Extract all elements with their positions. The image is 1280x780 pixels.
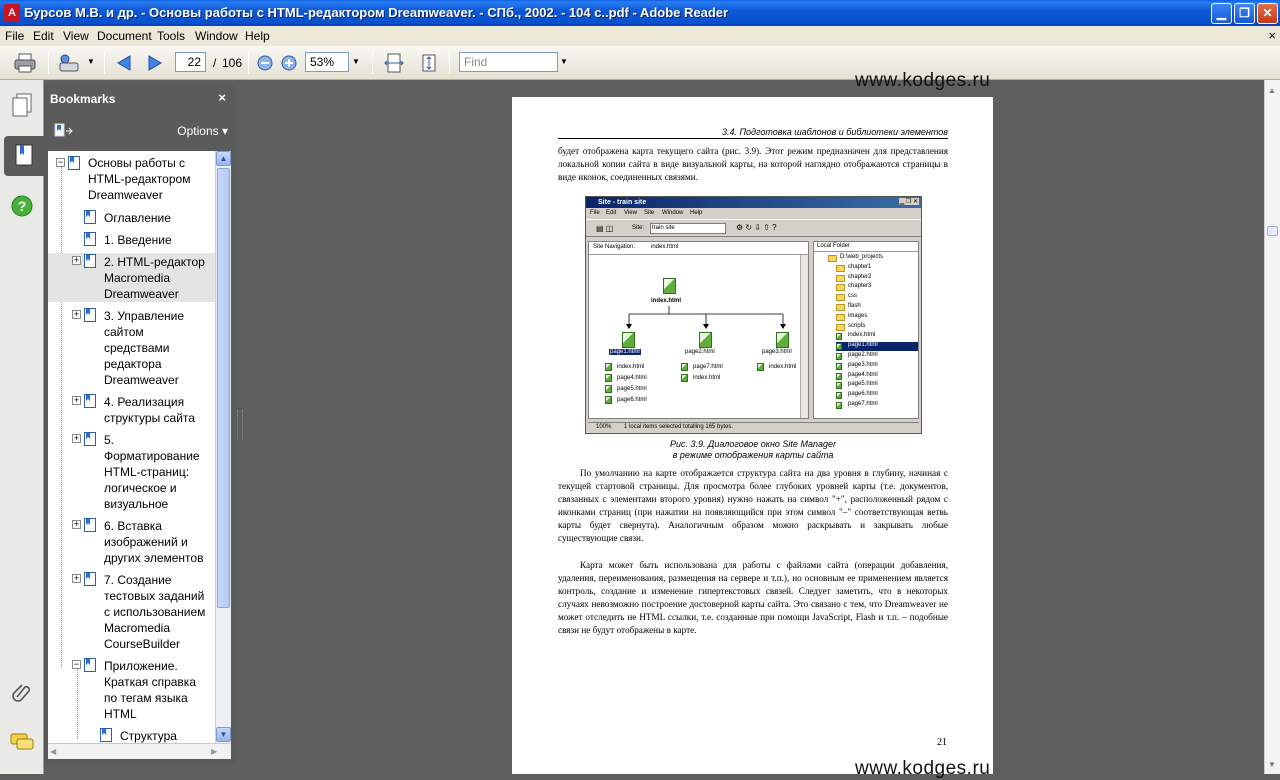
bookmark-item[interactable] [48, 657, 215, 723]
folder-tree-row [836, 332, 918, 341]
folder-tree-row [836, 381, 918, 390]
html-file-icon [836, 343, 842, 350]
folder-tree-row [836, 391, 918, 400]
folder-tree-row [836, 323, 918, 332]
bookmark-label: 2. HTML-редактор Macromedia Dreamweaver [104, 255, 205, 301]
child-node: page7.html [693, 364, 723, 370]
child-node: index.html [617, 364, 645, 370]
expand-icon[interactable]: + [73, 395, 80, 405]
level1-node: page2.html [685, 349, 715, 355]
figure-caption-line1: Рис. 3.9. Диалоговое окно Site Manager [670, 439, 836, 449]
folder-tree-label: scripts [848, 322, 866, 329]
figure-tool-icons: ▤ ◫ [596, 224, 614, 233]
paragraph-1: будет отображена карта текущего сайта (рис. 3.9). Этот режим предназначен для представления локальной копии сайта в виде визуальной карты, на которой наглядно отображаются страницы в виде иконок, соединенных связями. [558, 146, 948, 183]
root-node-label: index.html [651, 298, 682, 304]
expand-icon[interactable]: + [73, 519, 80, 529]
figure-map-scrollbar [800, 255, 808, 418]
site-manager-figure [585, 196, 922, 434]
root-page-icon [663, 278, 676, 294]
print-icon[interactable] [14, 52, 36, 74]
menu-window[interactable]: Window [195, 29, 238, 43]
expand-icon[interactable]: + [73, 573, 80, 583]
folder-tree-label: page1.html [848, 342, 878, 349]
child-page-icon [605, 363, 612, 371]
bookmark-item-selected[interactable] [48, 253, 215, 302]
paragraph-2: По умолчанию на карте отображается структура сайта на два уровня в глубину, начиная с текущей стартовой страницы. Для просмотра более глубоких уровней карты (т.е. документов, связанных с элементами второго уровня) нужно нажать на символ "+", расположенный рядом с иконками страниц (при нажатии на появляющийся при этом символ "–" соответствующая ветвь карты будет свернута). Аналогичным образом можно раскрывать и закрывать любые существующие связи. [558, 468, 948, 544]
folder-tree-label: chapter1 [848, 263, 872, 270]
running-head: 3.4. Подготовка шаблонов и библиотеки элементов [558, 127, 948, 139]
bookmark-icon [84, 394, 96, 408]
bookmark-label: 5. Форматирование HTML-страниц: логическое и визуальное [104, 433, 200, 511]
folder-tree-label: chapter3 [848, 283, 872, 290]
folder-tree-label: page6.html [848, 391, 878, 398]
bookmark-item[interactable] [48, 431, 215, 513]
child-node: index.html [769, 364, 797, 370]
html-file-icon [836, 373, 842, 380]
folder-tree-label: page4.html [848, 371, 878, 378]
bookmark-icon [84, 232, 96, 246]
folder-icon [828, 255, 837, 262]
previous-page-icon[interactable] [113, 52, 135, 74]
page-total: 106 [222, 56, 243, 70]
bookmarks-vertical-scrollbar[interactable] [215, 151, 231, 743]
folder-tree-row [828, 254, 918, 263]
menu-tools[interactable]: Tools [157, 29, 186, 43]
bookmark-label: Основы работы с HTML-редактором Dreamweaver [88, 156, 191, 202]
paragraph-3: Карта может быть использована для работы с файлами сайта (операции добавления, удаления, переименования, размещения на сервере и т.п.), но основным ее применением является контроль, создание и изменение гипертекстовых связей. Следует заметить, что в некоторых случаях невозможно построение достоверной карты сайта. Это связано с тем, что Dreamweaver не может отследить не HTML ссылки, т.е. созданные при помощи JavaScript, Flash и т.п. – подобные связи не будут отображены в карте. [558, 560, 948, 636]
scroll-up-icon[interactable]: ▲ [1268, 86, 1276, 95]
title-bar [0, 0, 1280, 26]
figure-status-text: 1 local items selected totalling 165 bytes. [624, 424, 734, 430]
next-page-icon[interactable] [144, 52, 166, 74]
bookmark-item[interactable] [48, 393, 215, 427]
expand-bookmark-icon[interactable] [54, 123, 74, 139]
bookmark-item[interactable] [48, 727, 215, 743]
figure-title: Site - train site [598, 199, 647, 206]
folder-icon [836, 304, 845, 311]
bookmark-label: Структура [120, 729, 177, 743]
collaborate-icon[interactable] [58, 52, 80, 74]
page3-icon [776, 332, 789, 348]
document-close-icon[interactable]: × [1268, 28, 1276, 43]
bookmark-icon [84, 308, 96, 322]
bookmark-item[interactable] [48, 517, 215, 567]
html-file-icon [836, 392, 842, 399]
document-view [237, 70, 1264, 779]
folder-icon [836, 294, 845, 301]
bookmark-label: Оглавление [104, 211, 171, 225]
pages-icon[interactable] [4, 86, 40, 126]
folder-tree-row [836, 274, 918, 283]
collapse-icon[interactable]: − [73, 659, 80, 669]
bookmarks-icon[interactable] [4, 136, 44, 176]
options-label: Options [177, 124, 219, 138]
folder-icon [836, 265, 845, 272]
bookmark-icon [84, 432, 96, 446]
figure-navigation-file: index.html [651, 244, 679, 250]
bookmark-icon [68, 156, 80, 170]
collaborate-dropdown-icon[interactable]: ▼ [87, 57, 95, 66]
level1-node: page3.html [762, 349, 792, 355]
menu-help[interactable]: Help [245, 29, 270, 43]
folder-tree-row [836, 352, 918, 361]
figure-menu-item: Window [662, 210, 684, 216]
scroll-down-icon[interactable]: ▼ [1268, 760, 1276, 769]
folder-tree-row [836, 372, 918, 381]
toolbar [0, 46, 1280, 80]
folder-tree-row [836, 313, 918, 322]
zoom-level-input[interactable]: 53% [305, 52, 349, 72]
figure-local-folder-pane [813, 241, 919, 419]
figure-window-buttons-icon: ▁ ❐ ✕ [899, 199, 918, 205]
folder-icon [836, 314, 845, 321]
child-node: page6.html [617, 397, 647, 403]
bookmark-label: 1. Введение [104, 233, 172, 247]
menu-document[interactable]: Document [97, 29, 152, 43]
bookmarks-horizontal-scrollbar[interactable] [48, 743, 231, 759]
folder-tree-row [836, 362, 918, 371]
folder-tree-row [836, 264, 918, 273]
html-file-icon [836, 402, 842, 409]
bookmark-tree [48, 151, 215, 743]
expand-icon[interactable]: + [73, 255, 80, 265]
figure-menu-item: Site [644, 210, 655, 216]
folder-tree-label: chapter2 [848, 273, 872, 280]
figure-action-icons: ⚙ ↻ ⇩ ⇧ ? [736, 223, 777, 232]
html-file-icon [836, 333, 842, 340]
attachments-icon[interactable] [4, 672, 40, 712]
folder-tree-label: page7.html [848, 401, 878, 407]
find-input[interactable]: Find [459, 52, 558, 72]
figure-local-folder-label: Local Folder [817, 243, 851, 249]
page-number-input[interactable]: 22 [175, 52, 206, 72]
menu-file[interactable]: File [5, 29, 25, 43]
scroll-thumb[interactable] [1267, 226, 1278, 236]
folder-tree-label: images [848, 312, 868, 319]
bookmark-label: Приложение. Краткая справка по тегам языка HTML [104, 659, 196, 721]
child-node: index.html [693, 375, 721, 381]
level1-node: page1.html [610, 349, 640, 355]
figure-menu-item: Edit [606, 210, 617, 216]
svg-text:?: ? [17, 198, 27, 214]
bookmark-item[interactable] [48, 307, 215, 389]
scroll-right-icon[interactable]: ▶ [211, 747, 218, 756]
child-page-icon [757, 363, 764, 371]
bookmark-item[interactable] [48, 571, 215, 653]
menu-bar [0, 26, 1280, 46]
figure-status-zoom: 100% [596, 424, 612, 430]
child-page-icon [605, 396, 612, 404]
child-page-icon [605, 385, 612, 393]
menu-edit[interactable]: Edit [33, 29, 54, 43]
child-page-icon [681, 363, 688, 371]
bookmark-item[interactable] [48, 231, 215, 249]
bookmark-label: 7. Создание тестовых заданий с использованием Macromedia CourseBuilder [104, 573, 206, 651]
collapse-icon[interactable]: − [57, 157, 64, 167]
scroll-left-icon[interactable]: ◀ [50, 747, 57, 756]
folder-tree-row [836, 401, 918, 410]
folder-tree-row [836, 283, 918, 292]
folder-tree-label: index.html [848, 332, 876, 339]
page2-icon [699, 332, 712, 348]
bookmark-icon [84, 658, 96, 672]
figure-menu-item: Help [690, 210, 703, 216]
figure-status-bar [588, 422, 919, 432]
folder-tree-label: D:\web_projects [840, 254, 884, 260]
folder-tree-row [836, 293, 918, 302]
child-node: page4.html [617, 375, 647, 381]
bookmark-label: 3. Управление сайтом средствами редактора Dreamweaver [104, 309, 185, 387]
pane-splitter[interactable] [237, 410, 243, 440]
folder-tree-label: page3.html [848, 361, 878, 368]
zoom-dropdown-icon[interactable]: ▼ [352, 57, 360, 66]
menu-view[interactable]: View [63, 29, 89, 43]
scroll-up-icon[interactable]: ▲ [216, 151, 231, 166]
window-title: Бурсов М.В. и др. - Основы работы с HTML-редактором Dreamweaver. - СПб., 2002. - 104 с..pdf - Adobe Reader [24, 5, 729, 20]
bookmark-item[interactable] [48, 155, 215, 205]
find-dropdown-icon[interactable]: ▼ [560, 57, 568, 66]
figure-site-select: train site [650, 223, 726, 234]
page1-icon [622, 332, 635, 348]
bookmark-item[interactable] [48, 209, 215, 227]
scroll-thumb[interactable] [217, 168, 230, 608]
expand-icon[interactable]: + [73, 309, 80, 319]
child-page-icon [605, 374, 612, 382]
figure-navigation-label: Site Navigation: [593, 244, 636, 250]
figure-caption-line2: в режиме отображения карты сайта [672, 450, 834, 460]
maximize-button[interactable]: ❐ [1234, 3, 1255, 24]
bookmarks-options-menu[interactable]: Options ▾ [177, 124, 228, 138]
fit-page-icon[interactable] [418, 52, 440, 74]
bookmark-icon [100, 728, 112, 742]
child-page-icon [681, 374, 688, 382]
folder-icon [836, 284, 845, 291]
document-vertical-scrollbar[interactable] [1264, 80, 1280, 774]
figure-toolbar [586, 219, 921, 237]
figure-site-label: Site: [632, 225, 645, 231]
minimize-button[interactable]: ▁ [1211, 3, 1232, 24]
close-button[interactable]: ✕ [1257, 3, 1278, 24]
html-file-icon [836, 363, 842, 370]
help-icon[interactable] [4, 186, 40, 226]
zoom-out-icon[interactable] [254, 52, 276, 74]
zoom-in-icon[interactable] [278, 52, 300, 74]
folder-tree-row [836, 342, 918, 351]
folder-tree-label: flash [848, 303, 861, 309]
fit-width-icon[interactable] [383, 52, 405, 74]
folder-tree-row [836, 303, 918, 312]
page-number: 21 [937, 737, 947, 748]
page-separator: / [213, 56, 217, 70]
child-node: page5.html [617, 386, 647, 392]
bookmark-icon [84, 254, 96, 268]
watermark-top: www.kodges.ru [855, 70, 991, 91]
bookmark-label: 4. Реализация структуры сайта [104, 395, 195, 425]
watermark-bottom: www.kodges.ru [855, 758, 991, 779]
comments-icon[interactable] [4, 722, 40, 762]
folder-icon [836, 275, 845, 282]
html-file-icon [836, 382, 842, 389]
expand-icon[interactable]: + [73, 433, 80, 443]
scroll-down-icon[interactable]: ▼ [216, 727, 231, 742]
navigation-pane-strip [0, 80, 44, 774]
adobe-reader-icon: A [4, 4, 20, 22]
bookmark-icon [84, 518, 96, 532]
folder-tree-label: page2.html [848, 352, 878, 358]
bookmarks-close-icon[interactable]: × [218, 90, 226, 105]
html-file-icon [836, 353, 842, 360]
bookmark-icon [84, 210, 96, 224]
pdf-page [512, 97, 993, 774]
folder-icon [836, 324, 845, 331]
bookmark-icon [84, 572, 96, 586]
figure-title-bar [586, 197, 921, 208]
bookmark-label: 6. Вставка изображений и других элементов [104, 519, 204, 565]
folder-tree-label: page5.html [848, 381, 878, 388]
figure-menu-item: File [590, 210, 600, 216]
folder-tree-label: css [848, 293, 857, 300]
bookmarks-title: Bookmarks [50, 92, 116, 106]
figure-site-map-pane [588, 241, 809, 419]
figure-menu-item: View [624, 210, 637, 216]
